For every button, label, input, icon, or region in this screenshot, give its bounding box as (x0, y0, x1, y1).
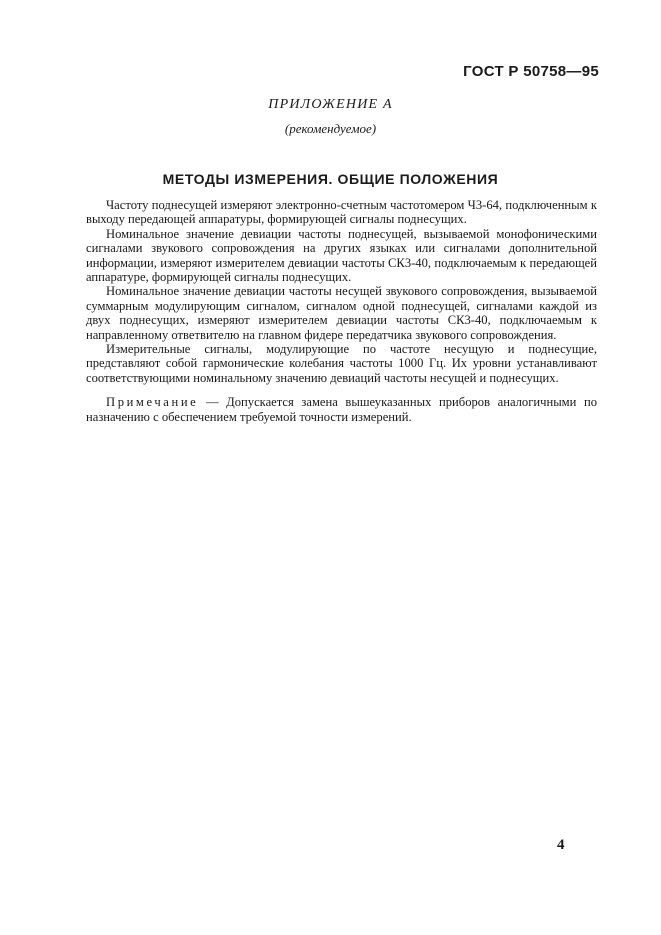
standard-designation: ГОСТ Р 50758—95 (463, 63, 599, 80)
paragraph-carrier-deviation: Номинальное значение девиации частоты несущей звукового сопровождения, вызываемой суммарным модулирующим сигналом, сигналом одной поднесущей, сигналами каждой из двух поднесущих, измеряют измерителем девиации частоты СК3-40, подключаемым к направленному ответвителю на главном фидере передатчика звукового сопровождения. (86, 284, 597, 342)
paragraph-carrier-frequency: Частоту поднесущей измеряют электронно-счетным частотомером Ч3-64, подключенным к выходу передающей аппаратуры, формирующей сигналы поднесущих. (86, 198, 597, 227)
body-text (86, 198, 597, 424)
page-number: 4 (557, 837, 565, 853)
note-text: — Допускается замена вышеуказанных приборов аналогичными по назначению с обеспечением требуемой точности измерений. (86, 395, 597, 424)
note (86, 395, 597, 424)
note-label: Примечание (106, 395, 199, 410)
annex-title: ПРИЛОЖЕНИЕ А (268, 97, 393, 112)
section-heading: МЕТОДЫ ИЗМЕРЕНИЯ. ОБЩИЕ ПОЛОЖЕНИЯ (162, 171, 499, 187)
paragraph-subcarrier-deviation: Номинальное значение девиации частоты поднесущей, вызываемой монофоническими сигналами звукового сопровождения на других языках или сигналами дополнительной информации, измеряют измерителем девиации частоты СК3-40, подключаемым к передающей аппаратуре, формирующей сигналы поднесущих. (86, 226, 597, 285)
paragraph-measurement-signals: Измерительные сигналы, модулирующие по частоте несущую и поднесущие, представляют собой гармонические колебания частоты 1000 Гц. Их уровни устанавливают соответствующими номинальному значению девиаций частоты несущей и поднесущих. (86, 342, 597, 385)
annex-status: (рекомендуемое) (284, 121, 377, 136)
